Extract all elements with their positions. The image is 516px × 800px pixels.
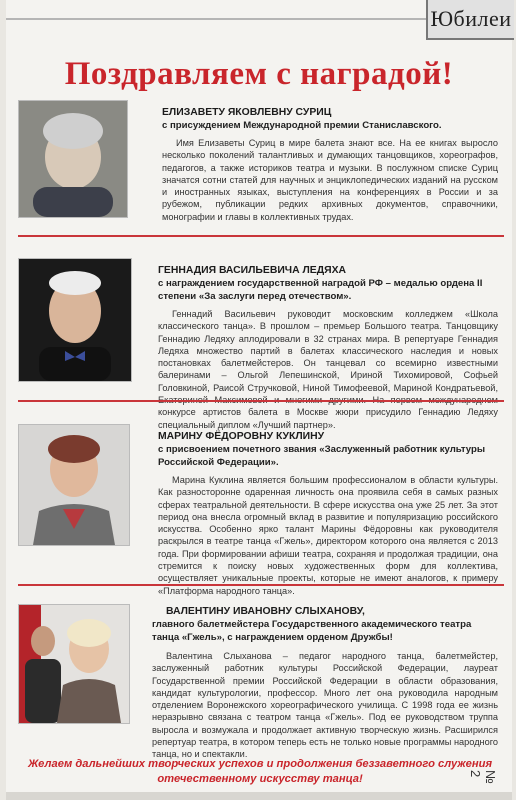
awardee-3-text: Марина Куклина является большим профессионалом в области культуры. Как разносторонне одаренная личность она проявила себя в самых разных сферах театральной деятельности. В сфере искусства она уже 25 лет. За этот период она внесла огромный вклад в развитие и популяризацию российского искусства. Особенно ярко талант Марины Фёдоровны как руководителя раскрылся в театре танца «Гжель», директором которого она является с 2013 года. При формировании афиши театра, сохраняя и продолжая традиции, она стремится к поиску новых художественных форм для коллектива, осуществляет уникальные проекты, которые не имеют аналогов, к примеру «Платформа народного танца». [158,475,498,596]
awardee-2-name: ГЕННАДИЯ ВАСИЛЬЕВИЧА ЛЕДЯХА [158,265,347,276]
awardee-3-award: с присвоением почетного звания «Заслуженный работник культуры Российской Федерации». [158,444,486,468]
photo-slykhanova [18,604,130,724]
photo-surits [18,100,128,218]
magazine-page [6,0,512,800]
page-number: № 2 [468,770,498,784]
awardee-4-award: главного балетмейстера Государственного академического театра танца «Гжель», с награждением орденом Дружбы! [152,619,472,643]
awardee-1-name: ЕЛИЗАВЕТУ ЯКОВЛЕВНУ СУРИЦ [162,107,332,118]
photo-ledyakh [18,258,132,382]
awardee-4-text: Валентина Слыханова – педагог народного танца, балетмейстер, заслуженный работник культуры Российской Федерации, лауреат Государственной премии Российской Федерации в области образования, кандидат культурологии, профессор. Много лет она руководила народным отделением Воронежского хореографического училища. С 1998 года ее жизнь неразрывно связана с театром танца «Гжель». Под ее руководством труппа выросла и возмужала и продолжает активную творческую жизнь. Расширился репертуар театра, в котором теперь есть не только новые программы народного танца, но и спектакли. [152,651,498,760]
awardee-2-text: Геннадий Васильевич руководит московским колледжем «Школа классического танца». В прошлом – премьер Большого театра. Танцовщику Геннадию Ледяху аплодировали в 32 странах мира. В репертуаре Геннадия Ледяха множество партий в балетах классического наследия и новых постановках балетмейстеров. Он танцевал со всемирно известными балеринами – Ольгой Лепешинской, Ириной Тихомировой, Софьей Головкиной, Раисой Стручковой, Ниной Тимофеевой, Мариной Кондратьевой, конкурсе артистов балета в Москве жюри присудило Геннадию Ледяху специальный диплом «Лучший партнер». [158,309,498,430]
closing-wishes: Желаем дальнейших творческих успехов и продолжения беззаветного служения отечественному искусству танца! [27,758,493,785]
header-rule [6,18,426,20]
section-divider-1 [18,235,504,237]
section-divider-3 [18,584,504,586]
page-title: Поздравляем с наградой! [64,56,454,92]
section-divider-2 [18,400,504,402]
section-header: Юбилеи [426,0,514,40]
page-edge [6,792,512,800]
awardee-2-award: с награждением государственной наградой РФ – медалью ордена II степени «За заслуги перед отечеством». [158,278,483,302]
photo-kuklina [18,424,130,546]
awardee-4-name: ВАЛЕНТИНУ ИВАНОВНУ СЛЫХАНОВУ, [166,606,365,617]
awardee-3-name: МАРИНУ ФЁДОРОВНУ КУКЛИНУ [158,431,325,442]
awardee-1-award: с присуждением Международной премии Станиславского. [162,120,442,131]
awardee-1-text: Имя Елизаветы Суриц в мире балета знают все. На ее книгах выросло несколько поколений талантливых и думающих танцовщиков, хореографов, педагогов, а также историков театра и музыки. В послужном списке Суриц значатся сотни статей для научных и энциклопедических изданий на русском и иностранных языках, выступления на конференциях в России и за рубежом, публикации редких архивных документов, справочники, монографии и главы в коллективных трудах. [162,138,498,222]
